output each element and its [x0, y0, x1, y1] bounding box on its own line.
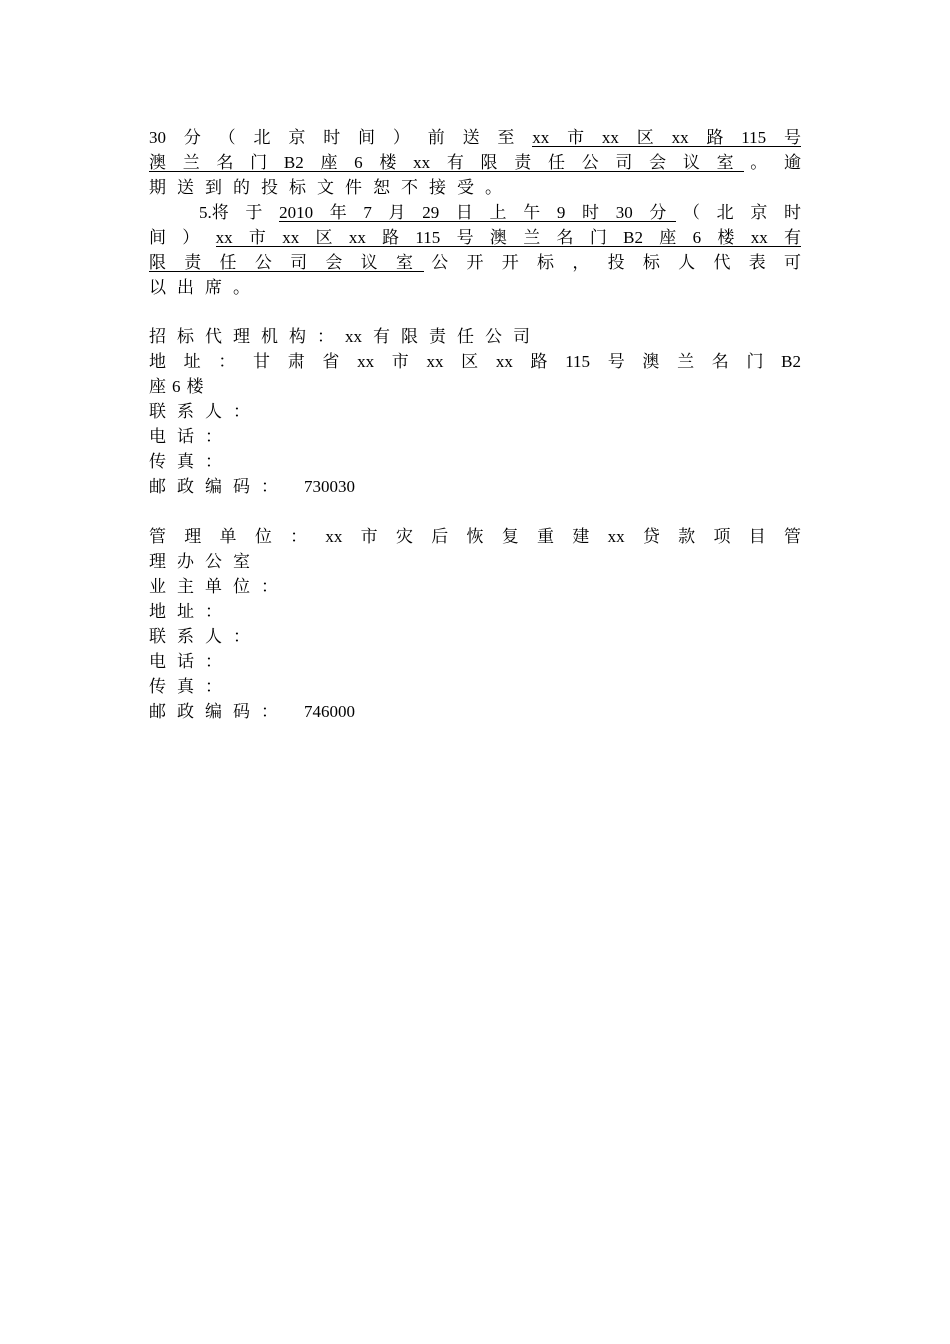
mgmt-unit-line-1: [149, 524, 801, 549]
text-token: 议: [360, 253, 378, 272]
text-token: ：: [261, 577, 278, 596]
text-token: 午: [523, 203, 541, 222]
text-token: 区: [315, 228, 333, 247]
text-token: 上: [489, 203, 507, 222]
text-token: 送: [177, 178, 194, 197]
text-token: 限: [401, 327, 418, 346]
text-token: xx: [532, 128, 550, 147]
text-token: 址: [177, 602, 194, 621]
text-token: 日: [455, 203, 473, 222]
text-token: 9: [556, 203, 566, 222]
text-token: 兰: [677, 352, 695, 371]
text-token: ：: [205, 427, 222, 446]
text-token: 间: [149, 228, 166, 247]
deadline-text-line-3: [149, 175, 801, 200]
text-token: 时: [323, 128, 341, 147]
text-token: 单: [205, 577, 222, 596]
text-token: 时: [582, 203, 600, 222]
text-token: 主: [177, 577, 194, 596]
text-token: 限: [480, 153, 498, 172]
text-token: 公: [254, 253, 272, 272]
text-token: ：: [233, 627, 250, 646]
owner-postcode-line: [149, 699, 801, 724]
text-token: 号: [784, 128, 801, 147]
text-token: 标: [289, 178, 306, 197]
text-token: 投: [261, 178, 278, 197]
text-token: 于: [245, 203, 263, 222]
text-token: 30: [149, 128, 166, 147]
text-token: 座: [659, 228, 677, 247]
text-token: 2010: [279, 203, 314, 222]
text-token: 联: [149, 402, 166, 421]
text-token: 表: [748, 253, 766, 272]
text-token: 甘: [253, 352, 271, 371]
text-token: 代: [205, 327, 222, 346]
text-token: 。: [233, 278, 250, 297]
text-token: 。: [750, 153, 768, 172]
text-token: 人: [205, 627, 222, 646]
text-token: 构: [289, 327, 306, 346]
text-token: 月: [388, 203, 406, 222]
text-token: 款: [678, 527, 696, 546]
text-token: 115: [741, 128, 767, 147]
text-token: 系: [177, 402, 194, 421]
owner-contact-line: [149, 624, 801, 649]
mgmt-unit-line-2: [149, 549, 801, 574]
text-token: 电: [149, 652, 166, 671]
text-token: 代: [713, 253, 731, 272]
agency-fax-line: [149, 449, 801, 474]
text-token: 名: [556, 228, 574, 247]
text-token: 市: [248, 228, 266, 247]
text-token: 传: [149, 452, 166, 471]
text-token: ：: [218, 352, 236, 371]
text-token: 编: [205, 477, 222, 496]
text-token: 市: [567, 128, 585, 147]
text-token: 期: [149, 178, 166, 197]
text-token: 地: [149, 352, 166, 371]
deadline-text-line-2: [149, 150, 801, 175]
text-token: 标: [177, 327, 194, 346]
text-token: 真: [177, 677, 194, 696]
text-token: ：: [205, 452, 222, 471]
text-token: 以: [149, 278, 166, 297]
owner-unit-line: [149, 574, 801, 599]
text-token: 复: [501, 527, 519, 546]
opening-text-line-2: [149, 225, 801, 250]
text-token: 电: [149, 427, 166, 446]
text-token: 传: [149, 677, 166, 696]
text-token: 公: [485, 327, 502, 346]
text-token: （: [683, 203, 700, 222]
underline-rule: [279, 221, 676, 222]
text-token: 公: [431, 253, 449, 272]
text-token: 区: [636, 128, 654, 147]
text-token: 北: [716, 203, 734, 222]
text-token: xx: [671, 128, 689, 147]
text-token: 建: [572, 527, 590, 546]
text-token: 真: [177, 452, 194, 471]
text-token: ：: [205, 652, 222, 671]
text-token: 门: [250, 153, 268, 172]
text-token: 6: [354, 153, 363, 172]
text-token: 议: [682, 153, 700, 172]
underline-rule: [149, 171, 744, 172]
text-token: 时: [784, 203, 801, 222]
text-token: 文: [317, 178, 334, 197]
text-token: 任: [547, 153, 565, 172]
text-token: 室: [716, 153, 734, 172]
text-token: 澳: [149, 153, 166, 172]
text-token: 任: [457, 327, 474, 346]
text-token: 路: [382, 228, 400, 247]
text-token: xx: [325, 527, 343, 546]
text-token: 件: [345, 178, 362, 197]
text-token: 理: [184, 527, 202, 546]
text-token: 区: [461, 352, 479, 371]
text-token: ）: [392, 128, 410, 147]
text-token: 7: [363, 203, 372, 222]
text-token: B2: [623, 228, 643, 247]
text-token: 办: [177, 552, 194, 571]
text-token: 任: [219, 253, 237, 272]
text-token: 5.将: [199, 203, 229, 222]
text-token: 座: [149, 377, 166, 396]
text-token: 席: [205, 278, 222, 297]
owner-phone-line: [149, 649, 801, 674]
text-token: xx: [750, 228, 768, 247]
text-token: 责: [514, 153, 532, 172]
text-token: 到: [205, 178, 222, 197]
text-token: 司: [615, 153, 633, 172]
text-token: ：: [261, 477, 278, 496]
text-token: 楼: [186, 377, 204, 396]
text-token: 限: [149, 253, 166, 272]
text-token: ：: [261, 702, 278, 721]
text-token: 邮: [149, 702, 166, 721]
text-token: 年: [329, 203, 347, 222]
owner-fax-line: [149, 674, 801, 699]
text-token: 贷: [642, 527, 660, 546]
text-token: 肃: [287, 352, 305, 371]
deadline-text-line-1: [149, 125, 801, 150]
text-token: 理: [149, 552, 166, 571]
text-token: 路: [706, 128, 724, 147]
text-token: 业: [149, 577, 166, 596]
agency-phone-line: [149, 424, 801, 449]
text-token: 恢: [466, 527, 484, 546]
text-token: 有: [784, 228, 801, 247]
text-token: xx: [607, 527, 625, 546]
text-token: xx: [413, 153, 431, 172]
text-token: 京: [288, 128, 306, 147]
text-token: 招: [149, 327, 166, 346]
text-token: 出: [177, 278, 194, 297]
text-token: 理: [233, 327, 250, 346]
text-token: 省: [322, 352, 340, 371]
underline-rule: [532, 146, 801, 147]
text-token: 兰: [523, 228, 541, 247]
text-token: ：: [205, 677, 222, 696]
text-token: 分: [183, 128, 201, 147]
text-token: 室: [395, 253, 413, 272]
text-token: 门: [746, 352, 764, 371]
text-token: 。: [485, 178, 502, 197]
text-token: 开: [501, 253, 519, 272]
text-token: 话: [177, 652, 194, 671]
text-token: 115: [565, 352, 591, 371]
text-token: 名: [216, 153, 234, 172]
text-token: 位: [254, 527, 272, 546]
text-token: 重: [537, 527, 555, 546]
agency-address-line-1: [149, 349, 801, 374]
underline-rule: [149, 271, 424, 272]
text-token: 市: [391, 352, 409, 371]
text-token: 地: [149, 602, 166, 621]
text-token: 恕: [373, 178, 390, 197]
text-token: 会: [649, 153, 667, 172]
text-token: 逾: [784, 153, 801, 172]
text-token: 京: [750, 203, 768, 222]
text-token: （: [218, 128, 236, 147]
text-token: 澳: [642, 352, 660, 371]
text-token: 有: [446, 153, 464, 172]
text-token: 分: [649, 203, 667, 222]
text-token: 人: [678, 253, 696, 272]
text-token: 会: [325, 253, 343, 272]
text-token: xx: [357, 352, 375, 371]
text-token: xx: [215, 228, 233, 247]
agency-contact-line: [149, 399, 801, 424]
text-token: 编: [205, 702, 222, 721]
text-token: 责: [429, 327, 446, 346]
agency-address-line-2: [149, 374, 801, 399]
text-token: 目: [748, 527, 766, 546]
text-token: xx: [282, 228, 300, 247]
text-token: 邮: [149, 477, 166, 496]
text-token: 名: [711, 352, 729, 371]
text-token: 责: [184, 253, 202, 272]
text-token: xx: [345, 327, 362, 346]
text-token: 的: [233, 178, 250, 197]
text-token: 间: [358, 128, 376, 147]
text-token: 门: [589, 228, 607, 247]
opening-text-line-4: [149, 275, 801, 300]
text-token: 管: [149, 527, 166, 546]
text-token: 路: [530, 352, 548, 371]
text-token: 北: [253, 128, 271, 147]
text-token: xx: [601, 128, 619, 147]
text-token: ：: [233, 402, 250, 421]
owner-address-line: [149, 599, 801, 624]
text-token: 司: [290, 253, 308, 272]
text-token: 政: [177, 477, 194, 496]
text-token: 至: [497, 128, 515, 147]
text-token: 座: [320, 153, 338, 172]
text-token: 接: [429, 178, 446, 197]
text-token: 29: [422, 203, 440, 222]
text-token: 标: [642, 253, 660, 272]
text-token: 政: [177, 702, 194, 721]
text-token: 机: [261, 327, 278, 346]
text-token: 联: [149, 627, 166, 646]
text-token: 送: [462, 128, 480, 147]
text-token: xx: [426, 352, 444, 371]
text-token: 6: [692, 228, 702, 247]
text-token: 楼: [717, 228, 735, 247]
agency-name-line: [149, 324, 801, 349]
text-token: ，: [572, 253, 590, 272]
opening-text-line-3: [149, 250, 801, 275]
text-token: 项: [713, 527, 731, 546]
text-token: 30: [615, 203, 633, 222]
text-token: ：: [290, 527, 308, 546]
text-token: 澳: [489, 228, 507, 247]
text-token: 单: [219, 527, 237, 546]
text-token: 6: [172, 377, 181, 396]
opening-text-line-1: [149, 200, 801, 225]
text-token: B2: [781, 352, 801, 371]
text-token: 标: [537, 253, 555, 272]
text-token: 号: [607, 352, 625, 371]
text-token: ：: [205, 602, 222, 621]
text-token: ）: [182, 228, 200, 247]
text-token: 司: [513, 327, 530, 346]
text-token: 市: [360, 527, 378, 546]
text-token: 码: [233, 477, 250, 496]
text-token: 前: [427, 128, 445, 147]
text-token: xx: [495, 352, 513, 371]
text-token: 室: [233, 552, 250, 571]
text-token: 746000: [304, 702, 355, 721]
text-token: 灾: [395, 527, 413, 546]
text-token: 公: [205, 552, 222, 571]
text-token: 受: [457, 178, 474, 197]
text-token: ：: [317, 327, 334, 346]
text-token: 可: [784, 253, 801, 272]
text-token: 位: [233, 577, 250, 596]
text-token: 系: [177, 627, 194, 646]
text-token: 有: [373, 327, 390, 346]
text-token: 后: [431, 527, 449, 546]
text-token: B2: [283, 153, 304, 172]
text-token: 址: [183, 352, 201, 371]
text-token: 公: [581, 153, 599, 172]
text-token: 不: [401, 178, 418, 197]
text-token: 兰: [182, 153, 200, 172]
text-token: 管: [784, 527, 801, 546]
text-token: xx: [348, 228, 366, 247]
text-token: 楼: [379, 153, 397, 172]
text-token: 话: [177, 427, 194, 446]
agency-postcode-line: [149, 474, 801, 499]
text-token: 人: [205, 402, 222, 421]
text-token: 号: [456, 228, 474, 247]
text-token: 开: [466, 253, 484, 272]
text-token: 码: [233, 702, 250, 721]
text-token: 730030: [304, 477, 355, 496]
underline-rule: [216, 246, 801, 247]
text-token: 投: [607, 253, 625, 272]
text-token: 115: [415, 228, 441, 247]
